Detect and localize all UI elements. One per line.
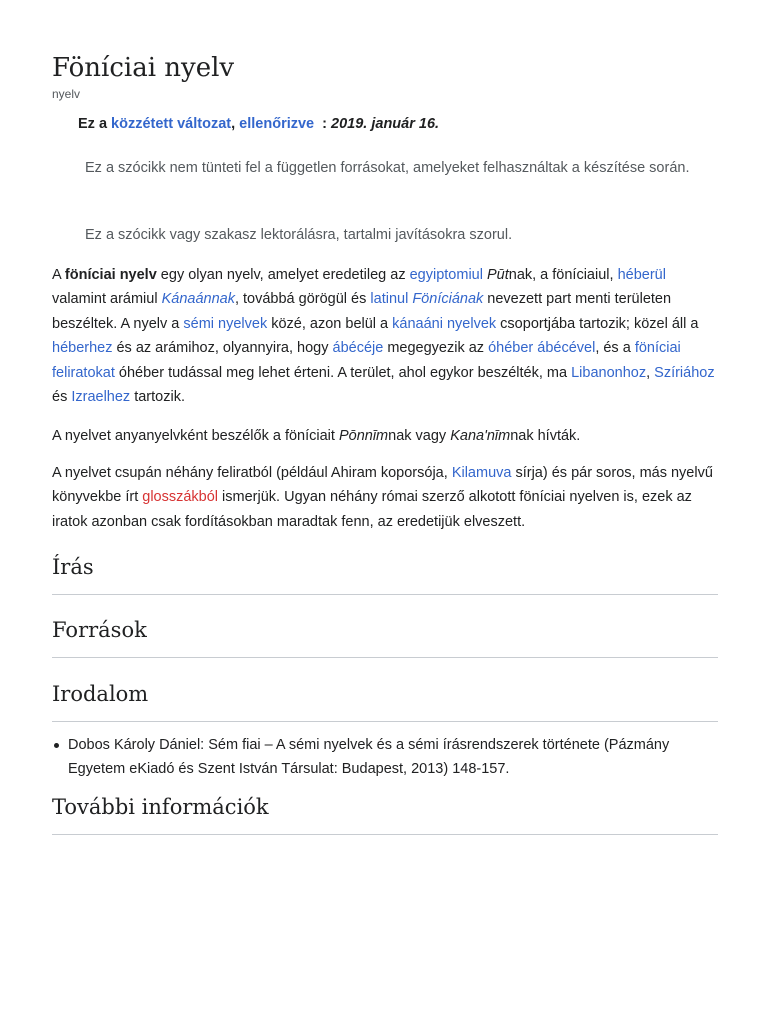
link-heberul[interactable]: héberül	[617, 267, 666, 283]
checked-link[interactable]: ellenőrizve	[239, 116, 315, 132]
flagged-comma: ,	[231, 116, 240, 132]
text: nak vagy	[388, 428, 451, 444]
text: közé, azon belül a	[267, 315, 393, 332]
section-heading-tovabbi-informaciok[interactable]: További információk	[52, 792, 718, 835]
text: és az arámihoz, olyannyira, hogy	[112, 340, 333, 357]
link-libanon[interactable]: Libanonhoz	[571, 364, 647, 381]
link-sziria[interactable]: Szíriához	[654, 364, 715, 381]
text: ismerjük. Ugyan néhány római szerző alkotott föníciai nyelven is, ezek az iratok azonban csak fordításokban maradtak fenn, az eredetijük elveszett.	[52, 489, 692, 530]
link-egyiptomiul[interactable]: egyiptomiul	[409, 267, 483, 283]
text: A nyelvet anyanyelvként beszélők a föníciait	[52, 428, 339, 444]
text: tartozik.	[130, 389, 185, 406]
text: , és a	[595, 340, 635, 357]
section-heading-forrasok[interactable]: Források	[52, 615, 718, 658]
text: óhéber tudással meg lehet érteni. A terület, ahol egykor beszélték, ma	[114, 364, 572, 381]
literature-item-text: Dobos Károly Dániel: Sém fiai – A sémi nyelvek és a sémi írásrendszerek története (Pázmány Egyetem eKiadó és Szent István Társulat: Budapest, 2013) 148-157.	[68, 737, 670, 778]
link-latinul[interactable]: latinul	[370, 291, 409, 308]
literature-list	[52, 733, 718, 782]
page-title: Föníciai nyelv	[52, 53, 235, 83]
flagged-date: 2019. január 16.	[331, 116, 440, 132]
bold-term: föníciai nyelv	[64, 267, 157, 283]
link-kanaani-nyelvek[interactable]: kánaáni nyelvek	[392, 315, 497, 332]
link-semi-nyelvek[interactable]: sémi nyelvek	[183, 315, 268, 332]
link-heberhez[interactable]: héberhez	[52, 340, 113, 357]
page-subtitle: nyelv	[52, 87, 81, 101]
flagged-revision-notice	[78, 116, 439, 132]
list-item	[52, 733, 718, 782]
flagged-colon: :	[314, 116, 332, 132]
text: nak, a föníciaiul,	[508, 267, 618, 283]
native-name-paragraph	[52, 424, 718, 448]
text: egy olyan nyelv, amelyet eredetileg az	[156, 267, 410, 283]
sources-paragraph	[52, 461, 718, 534]
text: és	[52, 389, 72, 406]
section-heading-iras[interactable]: Írás	[52, 552, 718, 595]
published-version-link[interactable]: közzétett változat	[111, 116, 232, 132]
notice-missing-sources: Ez a szócikk nem tünteti fel a független forrásokat, amelyeket felhasználtak a készítése során.	[85, 160, 690, 176]
text: nevezett part menti területen beszéltek. A nyelv a	[52, 291, 672, 332]
link-kilamuva[interactable]: Kilamuva	[451, 465, 512, 481]
text: , továbbá görögül és	[234, 291, 371, 308]
notice-needs-review: Ez a szócikk vagy szakasz lektorálásra, tartalmi javításokra szorul.	[85, 227, 513, 243]
term-kananim: Kana'nīm	[450, 428, 511, 444]
link-kanaannak[interactable]: Kánaánnak	[161, 291, 235, 308]
section-heading-irodalom[interactable]: Irodalom	[52, 679, 718, 722]
redlink-glosszakbol[interactable]: glosszákból	[142, 489, 219, 506]
link-izrael[interactable]: Izraelhez	[71, 389, 131, 406]
text: nak hívták.	[510, 428, 581, 444]
text: A nyelvet csupán néhány feliratból (például Ahiram koporsója,	[52, 465, 452, 481]
text: A	[52, 267, 65, 283]
term-put: Pūt	[486, 267, 509, 283]
link-oheber-abece[interactable]: óhéber ábécével	[488, 340, 596, 357]
text: valamint arámiul	[52, 291, 162, 308]
term-ponnim: Pōnnīm	[338, 428, 389, 444]
text: ,	[646, 364, 655, 381]
text: megegyezik az	[383, 340, 489, 357]
flagged-prefix: Ez a	[78, 116, 112, 132]
link-foniciai-feliratok[interactable]: föníciai feliratokat	[52, 340, 681, 381]
link-foniciaknak[interactable]: Föníciának	[412, 291, 484, 308]
link-abeceje[interactable]: ábécéje	[332, 340, 384, 357]
bullet-icon	[54, 743, 59, 748]
text: sírja) és pár soros, más nyelvű könyvekbe írt	[52, 465, 713, 506]
intro-paragraph	[52, 263, 718, 409]
text: csoportjába tartozik; közel áll a	[496, 315, 699, 332]
